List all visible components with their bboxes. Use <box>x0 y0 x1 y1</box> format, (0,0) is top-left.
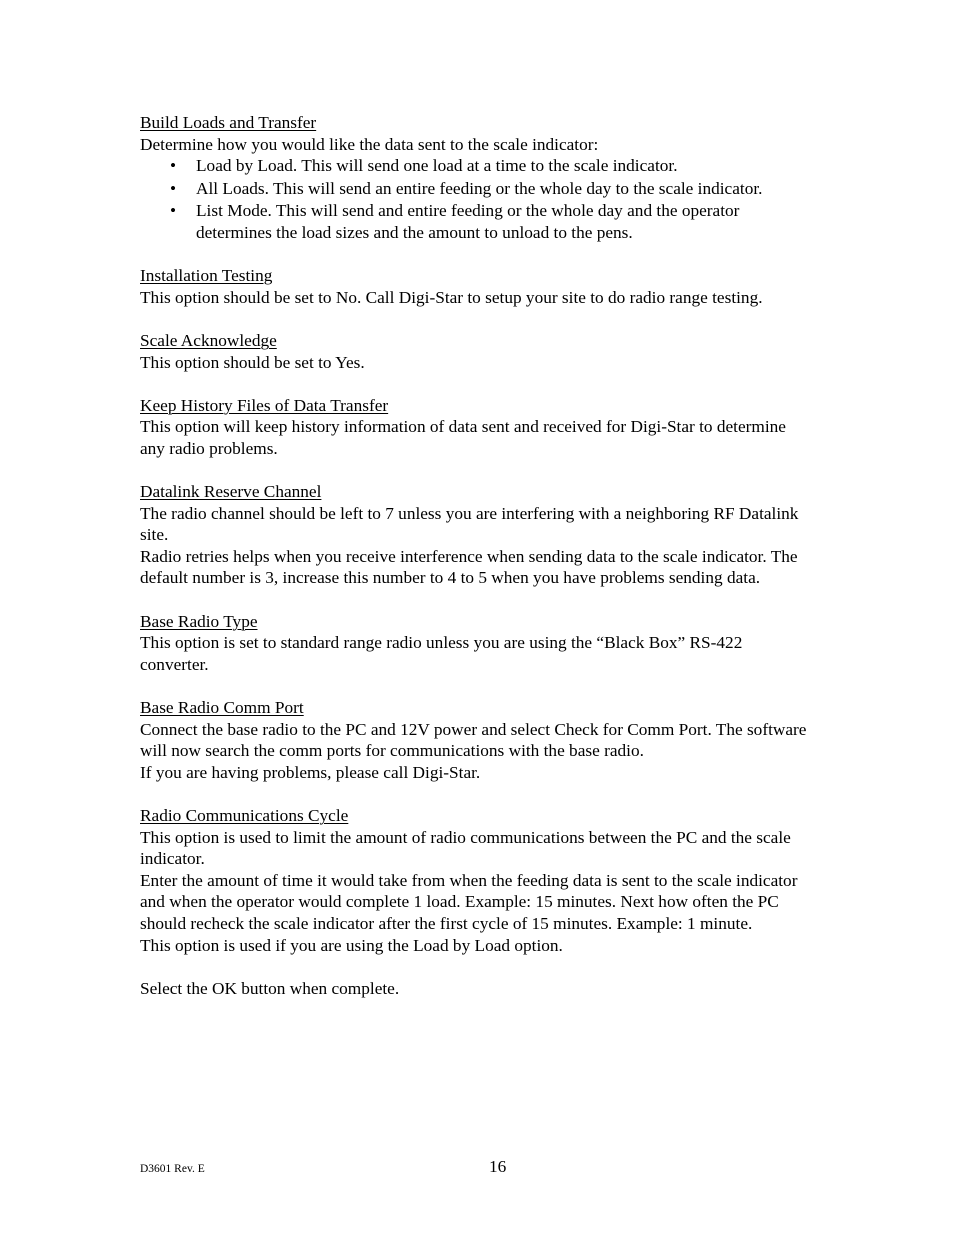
document-revision: D3601 Rev. E <box>140 1163 205 1175</box>
section-radio-communications-cycle <box>140 805 812 956</box>
bullet-icon: • <box>170 201 177 221</box>
section-heading: Radio Communications Cycle <box>140 806 349 825</box>
list-item-text: All Loads. This will send an entire feeding or the whole day to the scale indicator. <box>196 178 763 198</box>
section-installation-testing <box>140 265 812 308</box>
section-heading: Scale Acknowledge <box>140 330 277 350</box>
section-heading: Build Loads and Transfer <box>140 113 317 132</box>
list-item <box>140 178 812 200</box>
section-paragraph: Determine how you would like the data sent to the scale indicator: <box>140 134 599 154</box>
closing-instruction: Select the OK button when complete. <box>140 978 400 998</box>
list-item <box>140 200 812 243</box>
section-base-radio-type <box>140 611 812 676</box>
section-paragraph: This option is set to standard range radio unless you are using the “Black Box” RS-422 converter. <box>140 633 743 674</box>
section-build-loads <box>140 112 812 244</box>
bullet-list <box>140 155 812 243</box>
bullet-icon: • <box>170 178 177 198</box>
section-heading: Datalink Reserve Channel <box>140 482 322 502</box>
section-datalink-reserve-channel <box>140 481 812 589</box>
section-heading: Base Radio Comm Port <box>140 698 304 718</box>
section-paragraph: This option should be set to Yes. <box>140 352 365 372</box>
section-base-radio-comm-port <box>140 697 812 783</box>
section-paragraph: This option will keep history information of data sent and received for Digi-Star to determine any radio problems. <box>140 417 786 458</box>
section-heading: Keep History Files of Data Transfer <box>140 395 389 415</box>
page-number: 16 <box>489 1157 507 1176</box>
list-item-text: Load by Load. This will send one load at a time to the scale indicator. <box>196 156 678 176</box>
section-paragraph: The radio channel should be left to 7 unless you are interfering with a neighboring RF Datalink site. <box>140 503 799 545</box>
list-item <box>140 155 812 177</box>
section-heading: Base Radio Type <box>140 611 258 631</box>
document-body <box>140 112 812 999</box>
bullet-icon: • <box>170 156 177 176</box>
section-paragraph: If you are having problems, please call Digi-Star. <box>140 762 481 782</box>
list-item-text: List Mode. This will send and entire feeding or the whole day and the operator determines the load sizes and the amount to unload to the pens. <box>196 201 740 242</box>
section-paragraph: Radio retries helps when you receive interference when sending data to the scale indicator. The default number is 3, increase this number to 4 to 5 when you have problems sending data. <box>140 546 798 588</box>
section-keep-history <box>140 395 812 460</box>
section-scale-acknowledge <box>140 330 812 373</box>
section-heading: Installation Testing <box>140 266 273 286</box>
section-paragraph: This option should be set to No. Call Digi-Star to setup your site to do radio range testing. <box>140 287 763 307</box>
section-paragraph: This option is used if you are using the Load by Load option. <box>140 935 563 955</box>
section-paragraph: Enter the amount of time it would take from when the feeding data is sent to the scale indicator and when the operator would complete 1 load. Example: 15 minutes. Next how often the PC should recheck the scale indicator after the first cycle of 15 minutes. Example: 1 minute. <box>140 870 798 933</box>
section-paragraph: Connect the base radio to the PC and 12V power and select Check for Comm Port. The software will now search the comm ports for communications with the base radio. <box>140 719 807 761</box>
section-paragraph: This option is used to limit the amount of radio communications between the PC and the scale indicator. <box>140 827 791 869</box>
